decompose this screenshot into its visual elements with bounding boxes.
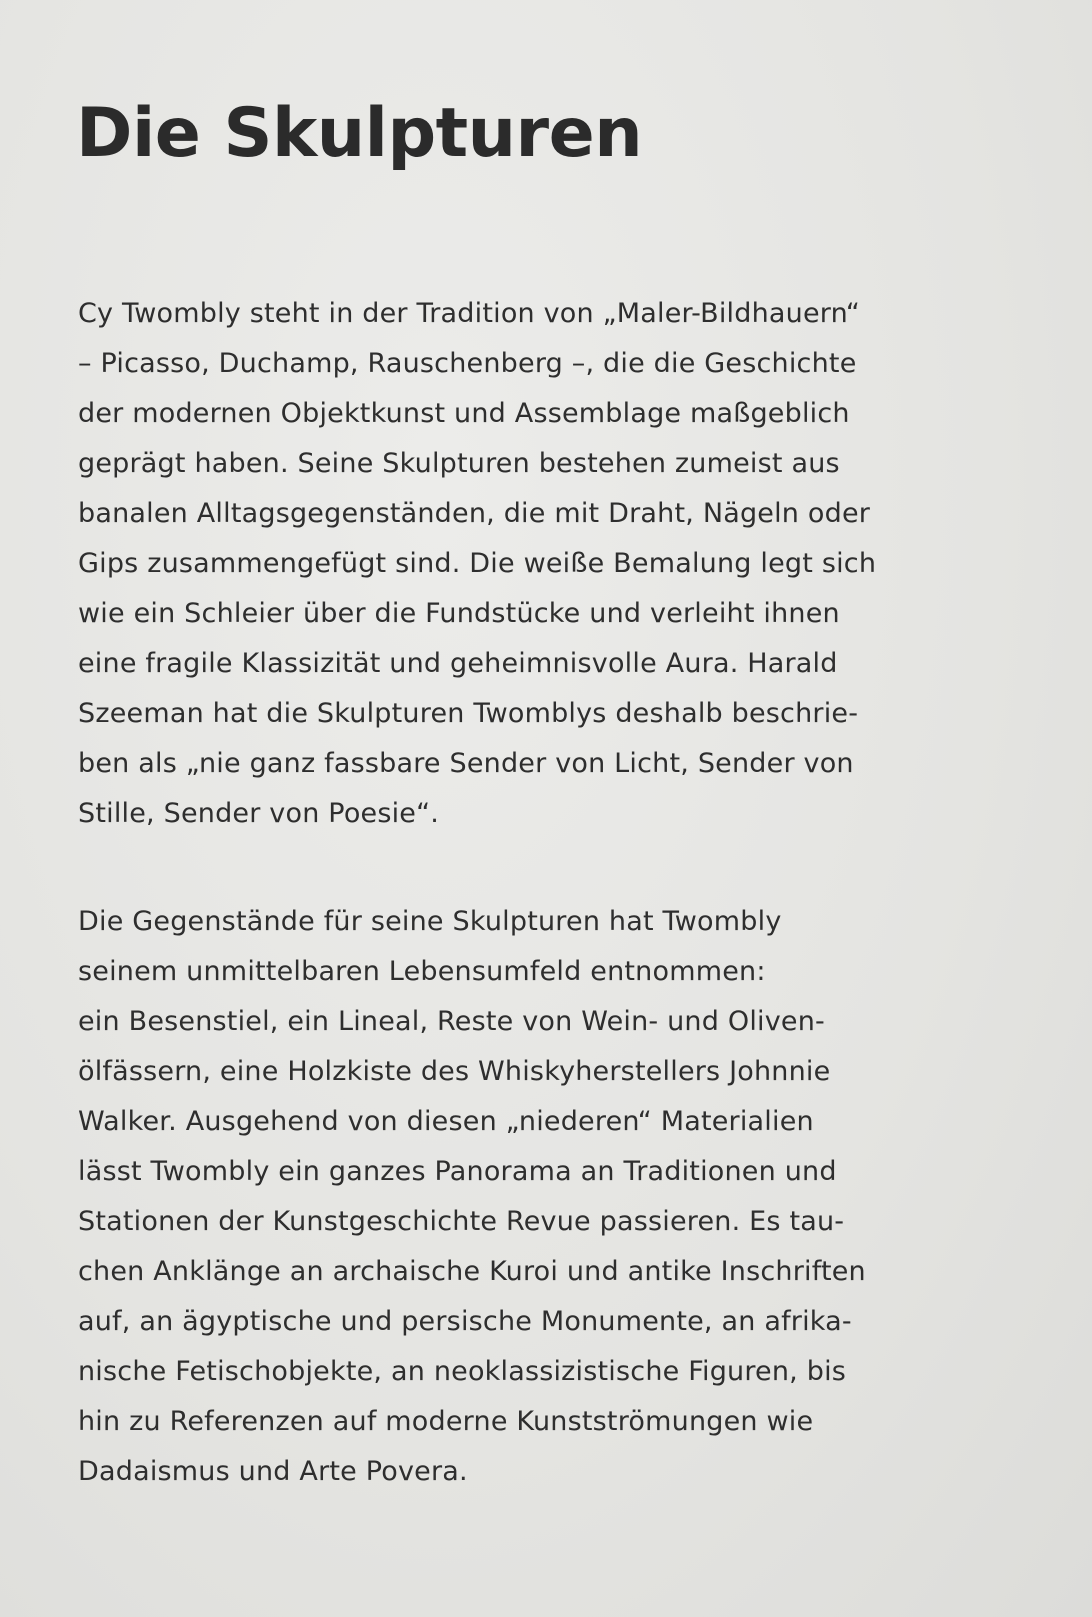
paragraph-line: geprägt haben. Seine Skulpturen bestehen zumeist aus	[78, 448, 840, 479]
paragraph-line: ben als „nie ganz fassbare Sender von Licht, Sender von	[78, 748, 854, 779]
paragraph-line: ölfässern, eine Holzkiste des Whiskyherstellers Johnnie	[78, 1056, 831, 1087]
paragraph-line: Dadaismus und Arte Povera.	[78, 1456, 468, 1487]
paragraph-1	[78, 289, 876, 839]
paragraph-line: – Picasso, Duchamp, Rauschenberg –, die die Geschichte	[78, 348, 857, 379]
paragraph-line: Walker. Ausgehend von diesen „niederen“ Materialien	[78, 1106, 814, 1137]
paragraph-line: Gips zusammengefügt sind. Die weiße Bemalung legt sich	[78, 548, 877, 579]
paragraph-line: banalen Alltagsgegenständen, die mit Draht, Nägeln oder	[78, 498, 871, 529]
paragraph-line: Cy Twombly steht in der Tradition von „Maler-Bildhauern“	[78, 298, 861, 329]
paragraph-line: auf, an ägyptische und persische Monumente, an afrika-	[78, 1306, 852, 1337]
paragraph-2	[78, 897, 866, 1497]
paragraph-line: der modernen Objektkunst und Assemblage maßgeblich	[78, 398, 850, 429]
paragraph-line: hin zu Referenzen auf moderne Kunstströmungen wie	[78, 1406, 814, 1437]
paragraph-line: wie ein Schleier über die Fundstücke und verleiht ihnen	[78, 598, 840, 629]
paragraph-line: chen Anklänge an archaische Kuroi und antike Inschriften	[78, 1256, 866, 1287]
paragraph-line: Stationen der Kunstgeschichte Revue passieren. Es tau-	[78, 1206, 845, 1237]
paragraph-line: Die Gegenstände für seine Skulpturen hat Twombly	[78, 906, 782, 937]
paragraph-line: seinem unmittelbaren Lebensumfeld entnommen:	[78, 956, 766, 987]
paragraph-line: nische Fetischobjekte, an neoklassizistische Figuren, bis	[78, 1356, 847, 1387]
page-title: Die Skulpturen	[76, 94, 643, 173]
paragraph-line: lässt Twombly ein ganzes Panorama an Traditionen und	[78, 1156, 837, 1187]
paragraph-line: ein Besenstiel, ein Lineal, Reste von Wein- und Oliven-	[78, 1006, 825, 1037]
paragraph-line: eine fragile Klassizität und geheimnisvolle Aura. Harald	[78, 648, 838, 679]
paragraph-line: Szeeman hat die Skulpturen Twomblys deshalb beschrie-	[78, 698, 859, 729]
paragraph-line: Stille, Sender von Poesie“.	[78, 798, 440, 829]
